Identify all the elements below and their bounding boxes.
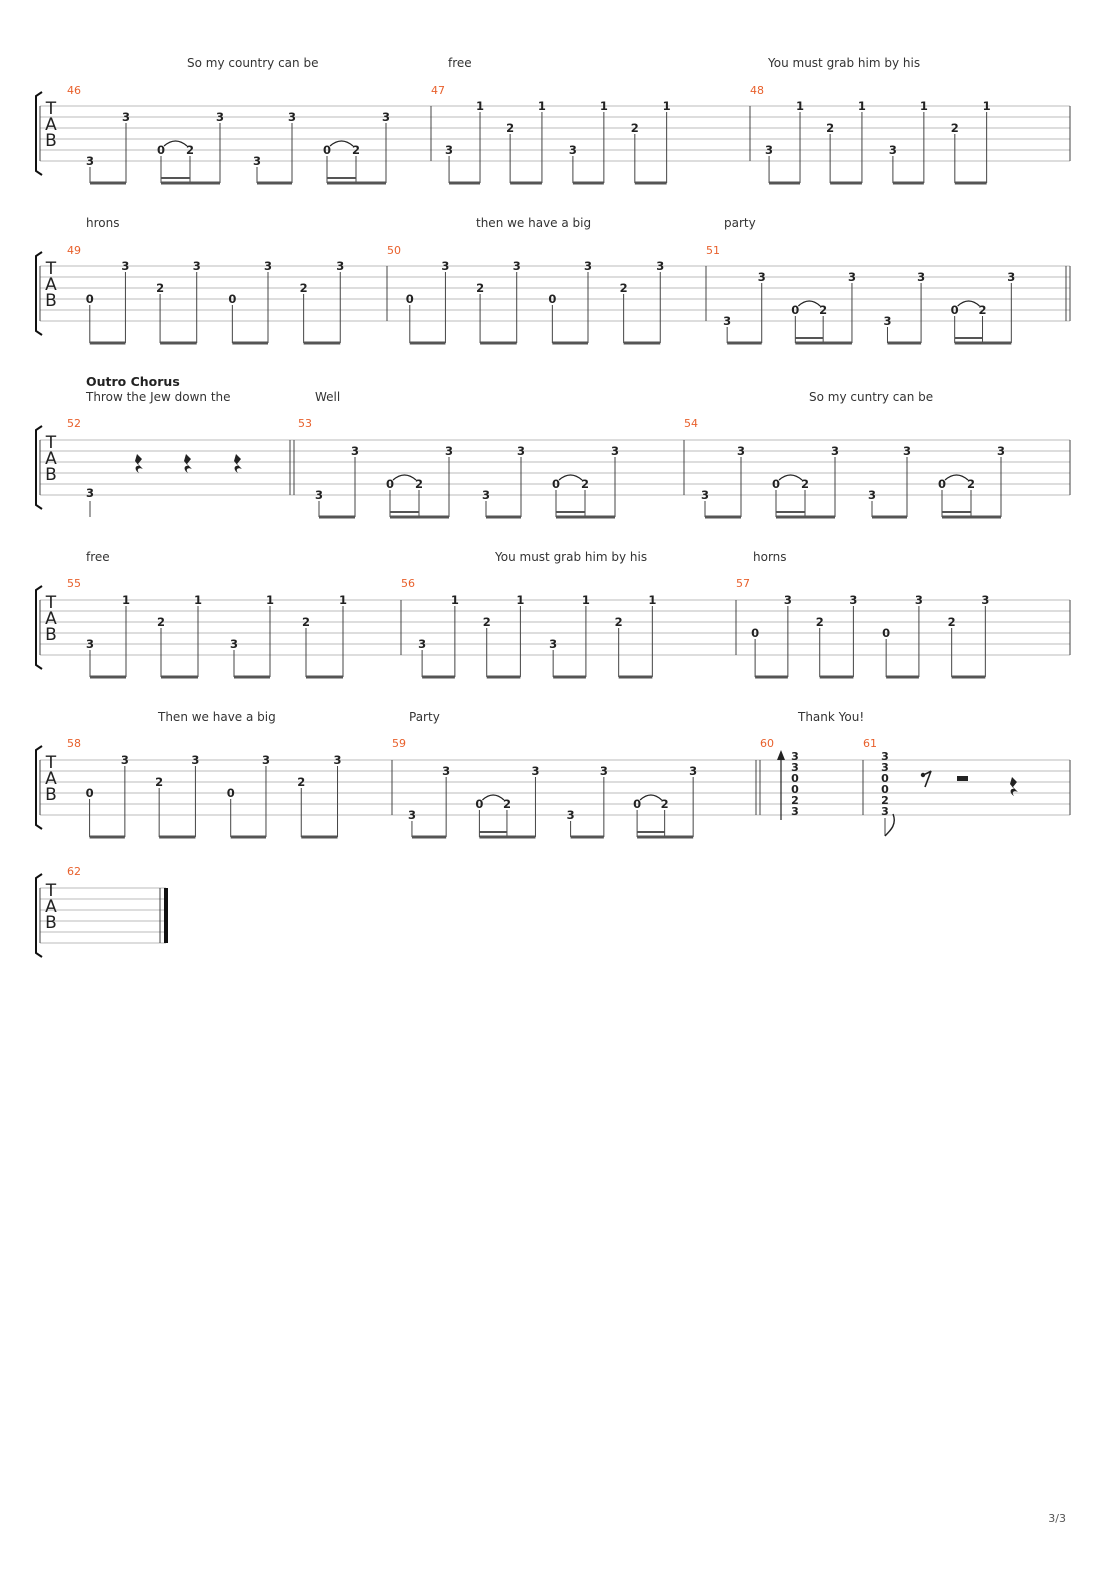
final-barline [164, 888, 168, 943]
tab-clef-letter: T [45, 593, 57, 613]
fret-number: 3 [757, 270, 766, 284]
lyric: then we have a big [476, 216, 592, 230]
chord-fret: 0 [791, 783, 799, 796]
fret-number: 2 [299, 281, 308, 295]
fret-number: 3 [350, 444, 360, 458]
lyric: party [724, 216, 756, 230]
measure-number: 58 [67, 737, 81, 750]
fret-number: 3 [336, 259, 345, 273]
fret-number: 1 [265, 593, 275, 607]
fret-number: 3 [314, 488, 324, 502]
measure-notes [406, 259, 664, 343]
measure-notes [86, 259, 344, 343]
fret-number: 0 [85, 292, 94, 306]
fret-number: 3 [783, 593, 792, 607]
fret-number: 0 [950, 303, 959, 317]
fret-number: 3 [442, 764, 451, 778]
fret-number: 3 [121, 110, 131, 124]
measure-notes [751, 593, 989, 677]
fret-number: 3 [445, 143, 454, 157]
fret-number: 3 [192, 259, 201, 273]
tie-slur [330, 141, 353, 146]
fret-number: 0 [226, 786, 235, 800]
section-label: Outro Chorus [86, 374, 180, 389]
fret-number: 2 [950, 121, 959, 135]
fret-number: 3 [381, 110, 391, 124]
fret-number: 2 [826, 121, 835, 135]
measure-notes [315, 444, 619, 517]
quarter-rest [135, 454, 143, 473]
fret-number: 3 [568, 143, 577, 157]
system-bracket [36, 586, 42, 669]
lyric: So my cuntry can be [809, 390, 934, 404]
tab-clef-letter: B [45, 131, 57, 151]
measure-number: 50 [387, 244, 401, 257]
fret-number: 3 [610, 444, 620, 458]
fret-number: 3 [407, 808, 416, 822]
tie-slur [164, 141, 187, 146]
fret-number: 3 [531, 764, 540, 778]
fret-number: 1 [193, 593, 203, 607]
fret-number: 2 [185, 143, 195, 157]
fret-number: 1 [121, 593, 131, 607]
fret-number: 3 [263, 259, 272, 273]
fret-number: 3 [883, 314, 892, 328]
measure-number: 61 [863, 737, 877, 750]
fret-number: 1 [581, 593, 590, 607]
tab-staff [36, 252, 1070, 343]
chord-fret: 0 [791, 772, 799, 785]
fret-number: 2 [351, 143, 361, 157]
chord-fret: 0 [881, 783, 889, 796]
fret-number: 3 [583, 259, 592, 273]
fret-number: 3 [121, 259, 130, 273]
quarter-rest [234, 454, 242, 473]
fret-number: 3 [261, 753, 270, 767]
chord-fret: 3 [881, 761, 889, 774]
fret-number: 3 [252, 154, 262, 168]
tab-clef-letter: T [45, 259, 57, 279]
fret-number: 2 [614, 615, 623, 629]
system-bracket [36, 874, 42, 957]
tab-clef-letter: A [45, 449, 57, 469]
tab-staff [36, 92, 1070, 183]
fret-number: 1 [919, 99, 928, 113]
tab-clef-letter: B [45, 291, 57, 311]
tab-clef-letter: B [45, 785, 57, 805]
tie-slur [640, 795, 662, 800]
measure-number: 54 [684, 417, 698, 430]
lyric: Party [409, 710, 440, 724]
fret-number: 1 [982, 99, 991, 113]
fret-number: 2 [580, 477, 590, 491]
fret-number: 3 [444, 444, 454, 458]
measure-number: 62 [67, 865, 81, 878]
lyric: Thank You! [798, 710, 865, 724]
fret-number: 2 [414, 477, 424, 491]
fret-number: 2 [297, 775, 306, 789]
fret-number: 3 [191, 753, 200, 767]
lyric: Throw the Jew down the [86, 390, 231, 404]
fret-number: 0 [548, 292, 557, 306]
tie-slur [393, 475, 416, 480]
fret-number: 1 [796, 99, 805, 113]
fret-number: 3 [441, 259, 450, 273]
fret-number: 1 [648, 593, 657, 607]
measure-notes [723, 270, 1015, 343]
fret-number: 3 [656, 259, 665, 273]
fret-number: 0 [751, 626, 760, 640]
lyric: hrons [86, 216, 120, 230]
chord-fret: 0 [881, 772, 889, 785]
fret-number: 2 [482, 615, 491, 629]
fret-number: 3 [917, 270, 926, 284]
fret-number: 3 [736, 444, 746, 458]
fret-number: 1 [450, 593, 459, 607]
fret-number: 3 [85, 154, 95, 168]
fret-number: 0 [405, 292, 414, 306]
measure-number: 53 [298, 417, 312, 430]
lyric: Well [315, 390, 341, 404]
fret-number: 2 [978, 303, 987, 317]
fret-number: 3 [723, 314, 732, 328]
measure-number: 49 [67, 244, 81, 257]
fret-number: 0 [882, 626, 891, 640]
lyric: free [86, 550, 110, 564]
tab-clef-letter: T [45, 433, 57, 453]
tab-staff [36, 874, 168, 957]
fret-number: 2 [819, 303, 828, 317]
measure-number: 59 [392, 737, 406, 750]
fret-number: 3 [120, 753, 129, 767]
measure-notes [418, 593, 656, 677]
tab-staff [36, 746, 1070, 837]
fret-number: 1 [476, 99, 485, 113]
fret-number: 0 [551, 477, 561, 491]
tab-clef-letter: T [45, 881, 57, 901]
fret-number: 3 [700, 488, 710, 502]
measure-notes [86, 593, 347, 677]
system-bracket [36, 92, 42, 175]
lyric: free [448, 56, 472, 70]
fret-number: 2 [800, 477, 810, 491]
tie-slur [798, 301, 820, 306]
tie-slur [779, 475, 802, 480]
system-bracket [36, 426, 42, 509]
fret-number: 0 [385, 477, 395, 491]
system-bracket [36, 746, 42, 829]
tab-clef-letter: A [45, 609, 57, 629]
tab-staff [36, 426, 1070, 517]
tie-slur [559, 475, 582, 480]
fret-number: 3 [418, 637, 427, 651]
measure-notes [445, 99, 671, 183]
fret-number: 3 [902, 444, 912, 458]
tab-clef-letter: B [45, 913, 57, 933]
tie-slur [482, 795, 504, 800]
measure-notes [765, 99, 991, 183]
fret-number: 0 [322, 143, 332, 157]
tab-clef-letter: A [45, 275, 57, 295]
lyric: You must grab him by his [768, 56, 921, 70]
fret-number: 3 [847, 270, 856, 284]
upstroke-arrow-icon [777, 750, 785, 760]
measure-number: 56 [401, 577, 415, 590]
fret-number: 2 [966, 477, 976, 491]
eighth-rest-dot [921, 773, 925, 777]
fret-number: 2 [156, 281, 165, 295]
fret-number: 0 [791, 303, 800, 317]
fret-number: 3 [287, 110, 297, 124]
fret-number: 3 [849, 593, 858, 607]
fret-number: 1 [338, 593, 348, 607]
lyric: So my country can be [187, 56, 319, 70]
fret-number: 2 [947, 615, 956, 629]
fret-number: 3 [512, 259, 521, 273]
system-bracket [36, 252, 42, 335]
fret-number: 3 [215, 110, 225, 124]
measure-notes [701, 444, 1005, 517]
tab-clef-letter: A [45, 897, 57, 917]
fret-number: 3 [1007, 270, 1016, 284]
tab-clef-letter: T [45, 753, 57, 773]
fret-number: 0 [633, 797, 642, 811]
fret-number: 2 [619, 281, 628, 295]
fret-number: 1 [599, 99, 608, 113]
fret-number: 3 [888, 143, 897, 157]
fret-number: 1 [662, 99, 671, 113]
lyric: Then we have a big [158, 710, 276, 724]
tie-slur [958, 301, 980, 306]
chord-fret: 3 [881, 805, 889, 818]
fret-number: 0 [475, 797, 484, 811]
fret-number: 3 [85, 486, 95, 500]
fret-number: 2 [476, 281, 485, 295]
fret-number: 2 [155, 775, 164, 789]
measure-number: 55 [67, 577, 81, 590]
fret-number: 2 [156, 615, 166, 629]
tie-slur [945, 475, 968, 480]
fret-number: 3 [516, 444, 526, 458]
lyric: horns [753, 550, 787, 564]
fret-number: 3 [765, 143, 774, 157]
fret-number: 0 [228, 292, 237, 306]
measure-notes [86, 753, 342, 837]
fret-number: 0 [85, 786, 94, 800]
fret-number: 3 [830, 444, 840, 458]
fret-number: 3 [549, 637, 558, 651]
fret-number: 2 [506, 121, 515, 135]
page-number: 3/3 [1048, 1512, 1066, 1525]
tab-clef-letter: T [45, 99, 57, 119]
measure-number: 51 [706, 244, 720, 257]
fret-number: 3 [85, 637, 95, 651]
fret-number: 1 [537, 99, 546, 113]
chord-fret: 2 [791, 794, 799, 807]
measure-notes [86, 110, 390, 183]
chord-fret: 3 [791, 750, 799, 763]
fret-number: 2 [815, 615, 824, 629]
fret-number: 1 [857, 99, 866, 113]
fret-number: 3 [566, 808, 575, 822]
fret-number: 0 [156, 143, 166, 157]
tab-clef-letter: B [45, 465, 57, 485]
quarter-rest [184, 454, 192, 473]
fret-number: 3 [229, 637, 239, 651]
fret-number: 3 [914, 593, 923, 607]
lyric: You must grab him by his [495, 550, 648, 564]
fret-number: 3 [981, 593, 990, 607]
tab-clef-letter: A [45, 769, 57, 789]
tab-clef-letter: A [45, 115, 57, 135]
measure-number: 52 [67, 417, 81, 430]
measure-number: 48 [750, 84, 764, 97]
fret-number: 0 [771, 477, 781, 491]
fret-number: 3 [996, 444, 1006, 458]
measure-number: 60 [760, 737, 774, 750]
chord-fret: 3 [791, 761, 799, 774]
measure-number: 47 [431, 84, 445, 97]
fret-number: 3 [599, 764, 608, 778]
fret-number: 2 [301, 615, 311, 629]
tab-staff [36, 586, 1070, 677]
fret-number: 2 [502, 797, 511, 811]
chord-fret: 2 [881, 794, 889, 807]
chord-fret: 3 [881, 750, 889, 763]
half-rest-icon [957, 776, 968, 781]
measure-notes [408, 764, 697, 837]
fret-number: 3 [481, 488, 491, 502]
fret-number: 1 [516, 593, 525, 607]
tab-clef-letter: B [45, 625, 57, 645]
measure-52 [86, 454, 242, 517]
measure-number: 57 [736, 577, 750, 590]
fret-number: 2 [660, 797, 669, 811]
fret-number: 3 [867, 488, 877, 502]
fret-number: 3 [333, 753, 342, 767]
measure-number: 46 [67, 84, 81, 97]
fret-number: 2 [630, 121, 639, 135]
chord-fret: 3 [791, 805, 799, 818]
fret-number: 0 [937, 477, 947, 491]
fret-number: 3 [689, 764, 698, 778]
